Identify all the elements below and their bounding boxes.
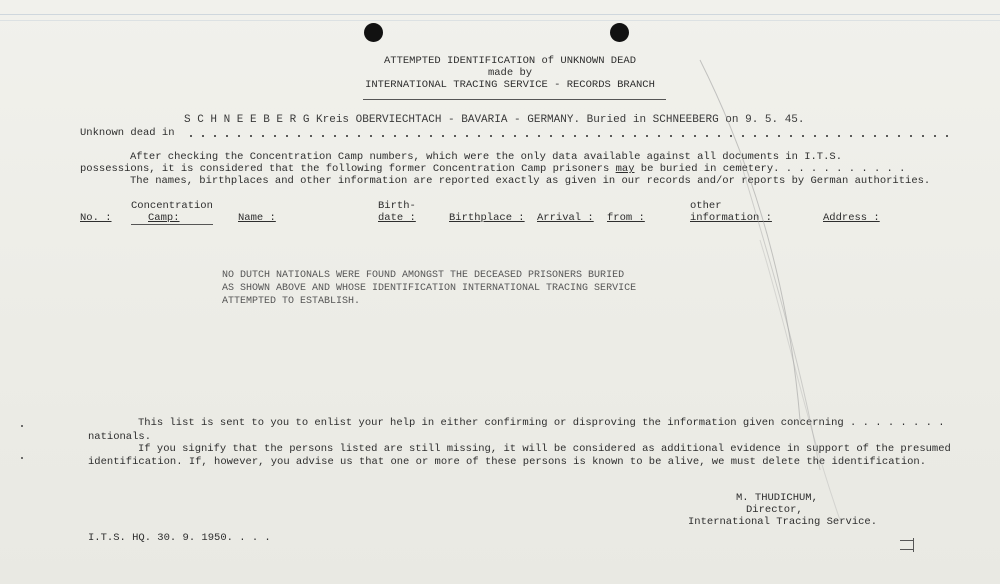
footer-reference: I.T.S. HQ. 30. 9. 1950. . . . [88,532,271,544]
unknown-dead-label: Unknown dead in [80,127,175,139]
column-camp-bottom: Camp: [148,212,180,224]
notice-line-2: AS SHOWN ABOVE AND WHOSE IDENTIFICATION INTERNATIONAL TRACING SERVICE [222,283,637,294]
location-text: S C H N E E B E R G Kreis OBERVIECHTACH - BAVARIA - GERMANY. Buried in SCHNEEBERG on 9. 5. 45. [184,114,805,126]
header-title: ATTEMPTED IDENTIFICATION of UNKNOWN DEAD [383,55,637,67]
column-address: Address : [823,212,880,224]
column-birthdate-bottom: date : [378,212,416,224]
column-name: Name : [238,212,276,224]
column-no: No. : [80,212,112,224]
column-other-top: other [690,200,722,212]
intro-line-2: possessions, it is considered that the following former Concentration Camp prisoners may be buried in cemetery. . . . . . . . . . . [80,163,906,175]
column-birthplace: Birthplace : [449,212,525,224]
column-other-bottom: information : [690,212,772,224]
column-from: from : [607,212,645,224]
signature-name: M. THUDICHUM, [736,492,818,504]
notice-line-3: ATTEMPTED TO ESTABLISH. [222,296,361,307]
closing-line-3: If you signify that the persons listed are still missing, it will be considered as additional evidence in support of the presumed [138,443,951,455]
signature-organization: International Tracing Service. [688,516,878,528]
signature-title: Director, [746,504,803,516]
intro-line-3: The names, birthplaces and other information are reported exactly as given in our records and/or reports by German authorities. [130,175,931,187]
column-camp-top: Concentration [131,200,213,212]
header-subtitle: made by [487,67,533,79]
column-arrival: Arrival : [537,212,594,224]
closing-line-1: This list is sent to you to enlist your help in either confirming or disproving the information given concerning . . . . . . . . [138,417,945,429]
closing-line-2: nationals. [88,431,152,443]
closing-line-4: identification. If, however, you advise us that one or more of these persons is known to be alive, we must delete the identification. [88,456,927,468]
header-organization: INTERNATIONAL TRACING SERVICE - RECORDS BRANCH [365,79,655,91]
intro-line-1: After checking the Concentration Camp numbers, which were the only data available against all documents in I.T.S. [130,151,843,163]
notice-line-1: NO DUTCH NATIONALS WERE FOUND AMONGST THE DECEASED PRISONERS BURIED [222,270,625,281]
column-birthdate-top: Birth- [378,200,416,212]
